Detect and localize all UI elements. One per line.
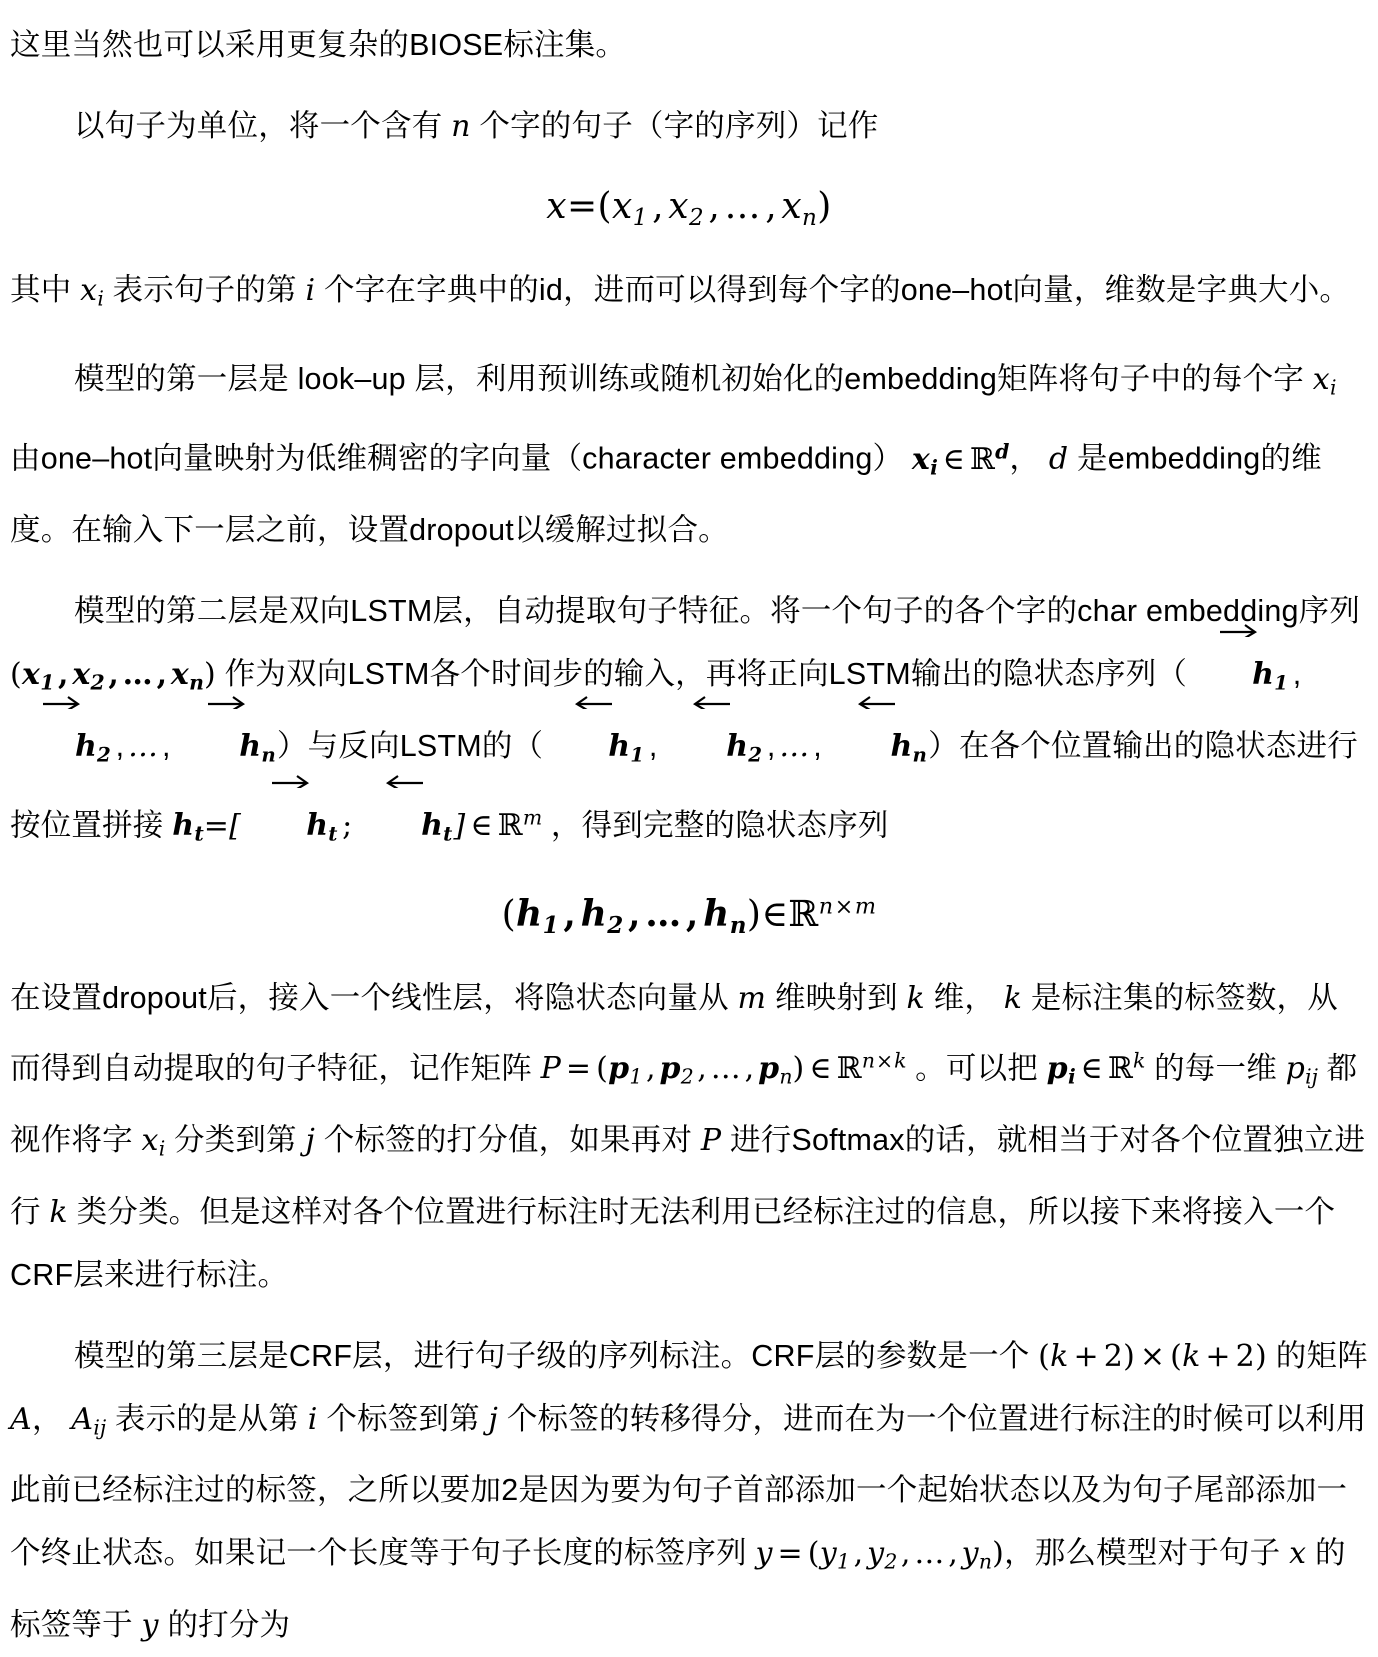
paragraph-crf-text-e: 个标签到第 — [326, 1401, 480, 1436]
paragraph-crf-text-c: ， — [31, 1401, 63, 1436]
paragraph-linear-text-k: 类分类。但是这样对各个位置进行标注时无法利用已经标注过的信息，所以接下来将接入一个CRF层来进行标注。 — [10, 1194, 1336, 1292]
paragraph-bilstm-text-c: ）与反向LSTM的（ — [276, 729, 544, 764]
math-p-i-in-Rk: $p_i$ ∈ ℝ$^k$ — [1046, 1048, 1146, 1089]
paragraph-crf-text-f: 个标签的转移得分，进而在为一个位置进行标注的时候可以利用此前已经标注过的标签，之所以要加2是因为要为句子首部添加一个起始状态以及为句子尾部添加一个终止状态。如果记一个长度等于句子长度的标签序列 — [10, 1401, 1367, 1571]
spacer — [10, 158, 1368, 184]
math-A-ij: $A_{ij}$ — [71, 1401, 107, 1440]
math-sub-n: n — [802, 204, 818, 231]
paragraph-sentence-unit-text-a: 以句子为单位，将一个含有 — [74, 109, 443, 143]
right-arrow-icon — [206, 695, 246, 709]
paragraph-bilstm-text-a: 模型的第二层是双向LSTM层，自动提取句子特征。将一个句子的各个字的char embedding序列 — [74, 594, 1361, 629]
paragraph-crf-text-d: 表示的是从第 — [114, 1401, 300, 1436]
math-k-plus-2-matrix-size: (k + 2) × (k + 2) — [1038, 1338, 1268, 1374]
math-forward-hn: $h_n$ — [174, 715, 277, 787]
math-k-3: k — [49, 1194, 68, 1230]
paragraph-linear-text-c: 维， — [933, 980, 996, 1015]
spacer — [10, 941, 1368, 967]
paragraph-lookup-text-c: ， — [1009, 441, 1041, 476]
math-forward-h2: $h_2$ — [10, 715, 112, 787]
math-P: P — [700, 1122, 722, 1158]
display-equation-x-sequence: $x=(x_1$ , $x_2$ , … , $x_n$) — [546, 186, 832, 231]
spacer — [10, 233, 1368, 259]
display-equation-h-sequence: ($h_1$ , $h_2$ , … , $h_n)\in ℝ^{n\times m}$ — [501, 892, 877, 939]
paragraph-crf-text-a: 模型的第三层是CRF层，进行句子级的序列标注。CRF层的参数是一个 — [74, 1338, 1030, 1373]
paragraph-bilstm-text-d: ）在各个位置输出的隐状态进行按位置拼接 — [10, 729, 1358, 843]
math-j: j — [305, 1122, 316, 1158]
math-x2: x — [668, 186, 689, 227]
paragraph-xi-text-b: 表示句子的第 — [112, 272, 297, 307]
paragraph-linear-text-i: 个标签的打分值，如果再对 — [323, 1122, 693, 1157]
paragraph-biose-text: 这里当然也可以采用更复杂的BIOSE标注集。 — [10, 28, 627, 62]
math-x-2: x — [1289, 1536, 1307, 1572]
math-bold-x-i-in-Rd: $x_i$ ∈ ℝ$^d$ — [911, 439, 1010, 480]
math-backward-hn: $h_n$ — [826, 715, 929, 787]
math-sub-n2: n — [729, 911, 747, 939]
math-p-ij: $p_{ij}$ — [1285, 1051, 1318, 1089]
paragraph-linear-text-j: 进行Softmax的话，就相当于对各个位置独立进行 — [10, 1122, 1366, 1229]
paragraph-lookup-layer — [10, 348, 1368, 562]
math-x-i-3: $x_i$ — [141, 1122, 166, 1161]
math-backward-ht: $h_t$ — [356, 794, 453, 866]
math-blackboard-R: ℝ — [788, 893, 819, 935]
paragraph-lookup-text-a: 模型的第一层是 look–up 层，利用预训练或随机初始化的embedding矩阵将句子中的每个字 — [74, 362, 1305, 397]
math-x1: x — [612, 186, 633, 227]
paragraph-linear-text-d: 是标注集的标签数，从而得到自动提取的句子特征，记作矩阵 — [10, 980, 1338, 1086]
paragraph-linear-layer — [10, 967, 1368, 1307]
paragraph-biose — [10, 14, 1368, 77]
math-j-2: j — [488, 1401, 499, 1437]
math-i-2: i — [307, 1401, 318, 1437]
paragraph-lookup-text-d: 是embedding的维度。在输入下一层之前，设置dropout以缓解过拟合。 — [10, 441, 1322, 548]
spacer — [10, 77, 1368, 95]
math-n: n — [451, 109, 471, 144]
math-y: y — [141, 1608, 159, 1644]
paragraph-xi-text-a: 其中 — [10, 272, 72, 307]
math-backward-h2: $h_2$ — [661, 715, 763, 787]
right-arrow-icon — [41, 695, 81, 709]
paragraph-bilstm-text-b: 作为双向LSTM各个时间步的输入，再将正向LSTM输出的隐状态序列（ — [224, 657, 1188, 692]
spacer — [10, 330, 1368, 348]
math-d: d — [1048, 441, 1069, 477]
math-x-sub-i: $x_i$ — [80, 272, 104, 311]
math-xn: x — [781, 186, 803, 227]
paragraph-xi-text-c: 个字在字典中的id，进而可以得到每个字的one–hot向量，维数是字典大小。 — [324, 272, 1351, 307]
left-arrow-icon — [857, 695, 897, 709]
paragraph-linear-text-f: 的每一维 — [1154, 1051, 1277, 1086]
math-P-matrix-def: $P = (p_1$ , $p_2$ , … , $p_n$) ∈ ℝ$^{n\times k}$ — [540, 1048, 907, 1089]
paragraph-linear-text-b: 维映射到 — [774, 980, 898, 1015]
math-k: k — [906, 980, 925, 1016]
paragraph-linear-text-a: 在设置dropout后，接入一个线性层，将隐状态向量从 — [10, 980, 729, 1015]
paragraph-linear-text-g: 都视作将字 — [10, 1051, 1358, 1157]
paragraph-crf-text-h: 的标签等于 — [10, 1536, 1346, 1643]
math-h-t: $h_t$ — [172, 808, 204, 846]
math-y-sequence: $y = (y_1$ , $y_2$ , … , $y_n$) — [755, 1536, 1005, 1575]
paragraph-linear-text-e: 。可以把 — [915, 1051, 1038, 1086]
spacer — [10, 866, 1368, 892]
math-k-2: k — [1003, 980, 1023, 1016]
spacer — [10, 1307, 1368, 1325]
paragraph-crf-text-g: ，那么模型对于句子 — [1004, 1536, 1281, 1571]
math-backward-h1: $h_1$ — [543, 715, 645, 787]
paragraph-crf-layer — [10, 1325, 1368, 1657]
left-arrow-icon — [574, 695, 614, 709]
math-i: i — [305, 272, 316, 308]
math-x: x — [546, 186, 567, 227]
paragraph-bilstm-text-e: ，得到完整的隐状态序列 — [550, 808, 889, 843]
math-A: A — [10, 1401, 32, 1437]
spacer — [10, 562, 1368, 580]
math-bold-x-sequence: ($x_1$ , $x_2$ , … , $x_n$) — [10, 657, 216, 696]
left-arrow-icon — [385, 774, 425, 788]
paragraph-crf-text-b: 的矩阵 — [1275, 1338, 1368, 1373]
paragraph-crf-text-i: 的打分为 — [167, 1608, 291, 1643]
math-x-sub-i-2: $x_i$ — [1312, 362, 1337, 401]
paragraph-linear-text-h: 分类到第 — [173, 1122, 297, 1157]
paragraph-sentence-unit — [10, 95, 1368, 158]
math-forward-ht: $h_t$ — [241, 794, 338, 866]
paragraph-bilstm-layer: 模型的第二层是双向LSTM层，自动提取句子特征。将一个句子的各个字的char embedding序列 ($x_1$ , $x_2$ , … , $x_n$) 作为双向LSTM各个时间步的输入，再将正向LSTM输出的隐状态序列（ $h_1$ , $h_2$ , … , $h_n$）与反向LSTM的（ $h_1$ , $h_2$ , … , $h_n$）在各个位置输出的隐状态进行按位置拼接 $h_t=$[ $h_t$ ; $h_t$] ∈ ℝ$^m$ ，得到完整的隐状态序列 — [10, 580, 1368, 866]
paragraph-xi-definition — [10, 259, 1368, 331]
math-m: m — [737, 980, 767, 1016]
paragraph-lookup-text-b: 由one–hot向量映射为低维稠密的字向量（character embedding） — [10, 441, 904, 476]
left-arrow-icon — [692, 695, 732, 709]
math-forward-h1: $h_1$ — [1187, 643, 1289, 715]
paragraph-sentence-unit-text-b: 个字的句子（字的序列）记作 — [479, 109, 879, 143]
